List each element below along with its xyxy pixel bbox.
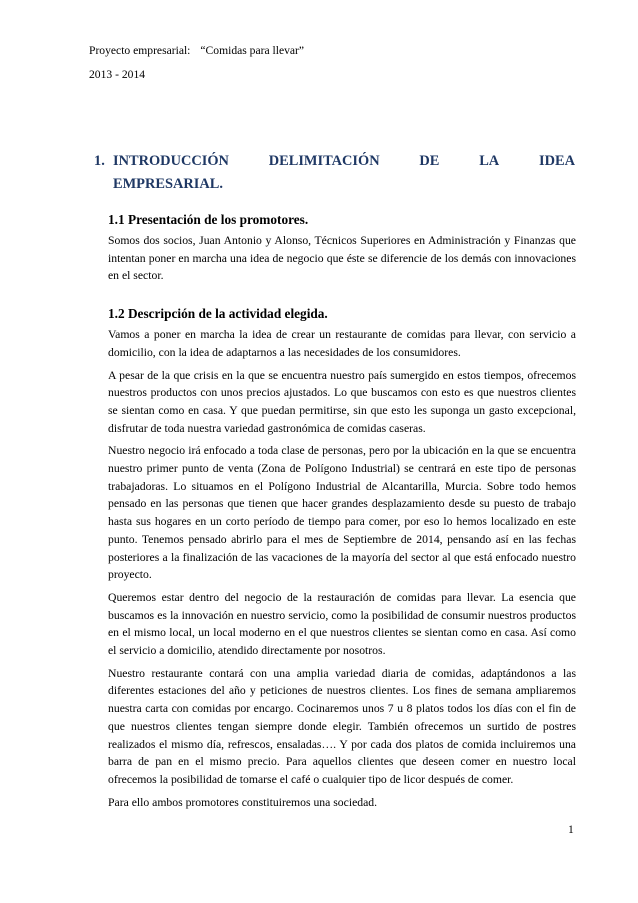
heading-word: INTRODUCCIÓN <box>113 153 229 169</box>
header-year: 2013 - 2014 <box>89 68 146 81</box>
subsection-title-actividad: 1.2 Descripción de la actividad elegida. <box>108 306 328 322</box>
page-number: 1 <box>568 823 574 836</box>
paragraph: Nuestro negocio irá enfocado a toda clase de personas, pero por la ubicación en la que se encuentra nuestro primer punto de venta (Zona de Polígono Industrial) se centrará en este tipo de personas trabajadoras. Lo situamos en el Polígono Industrial de Alcantarilla, Murcia. Sobre todo hemos pensado en las personas que tienen que hacer grandes desplazamiento desde su puesto de trabajo hasta sus hogares en un corto período de tiempo para comer, por eso lo hemos localizado en este punto. Tenemos pensado abrirlo para el mes de Septiembre de 2014, pensando así en las fechas posteriores a la finalización de las vacaciones de la mayoría del sector al que está enfocado nuestro proyecto. <box>108 444 576 582</box>
paragraph: Somos dos socios, Juan Antonio y Alonso, Técnicos Superiores en Administración y Finanzas que intentan poner en marcha una idea de negocio que éste se diferencie de los demás con innovaciones en el sector. <box>108 234 576 283</box>
heading-word: DELIMITACIÓN <box>268 153 380 169</box>
heading-word: DE <box>419 153 440 169</box>
heading-word: LA <box>479 153 500 169</box>
spacer <box>108 290 576 306</box>
paragraph: Nuestro restaurante contará con una amplia variedad diaria de comidas, adaptándonos a las diferentes estaciones del año y peticiones de nuestros clientes. Los fines de semana ampliaremos nuestra carta con comidas por encargo. Cocinaremos unos 7 u 8 platos todos los días con el fin de que nuestros clientes tengan siempre donde elegir. También ofrecemos un surtido de postres realizados el mismo día, refrescos, ensaladas…. Y por cada dos platos de comida incluiremos una barra de pan en el mismo precio. Para aquellos clientes que deseen comer en nuestro local ofrecemos la posibilidad de tomarse el café o cualquier tipo de licor después de comer. <box>108 666 576 786</box>
paragraph: Vamos a poner en marcha la idea de crear un restaurante de comidas para llevar, con servicio a domicilio, con la idea de adaptarnos a las necesidades de los consumidores. <box>108 328 576 359</box>
section-number: 1. <box>94 153 105 169</box>
heading-word: IDEA <box>539 153 575 169</box>
section-heading-line1 <box>113 150 575 173</box>
paragraph: A pesar de la que crisis en la que se encuentra nuestro país sumergido en estos tiempos, ofrecemos nuestros productos con unos precios ajustados. Lo que buscamos con esto es que nuestros clientes se sientan como en casa. Y que puedan permitirse, sin que esto les suponga un gasto excepcional, disfrutar de toda nuestra variedad gastronómica de comidas caseras. <box>108 368 576 435</box>
paragraph: Queremos estar dentro del negocio de la restauración de comidas para llevar. La esencia que buscamos es la innovación en nuestro servicio, como la posibilidad de consumir nuestros productos en el mismo local, un local moderno en el que nuestros clientes se sientan como en casa. Así como el servicio a domicilio, atendido directamente por nosotros. <box>108 590 576 658</box>
section-heading-line2: EMPRESARIAL. <box>113 176 223 192</box>
main-content <box>108 212 576 816</box>
section-heading <box>94 150 575 196</box>
header-project-line <box>89 44 304 58</box>
subsection-title-promotores: 1.1 Presentación de los promotores. <box>108 212 309 227</box>
paragraph: Para ello ambos promotores constituiremos una sociedad. <box>108 795 378 809</box>
header-project-label: Proyecto empresarial: <box>89 44 191 57</box>
header-project-title: “Comidas para llevar” <box>200 44 305 57</box>
